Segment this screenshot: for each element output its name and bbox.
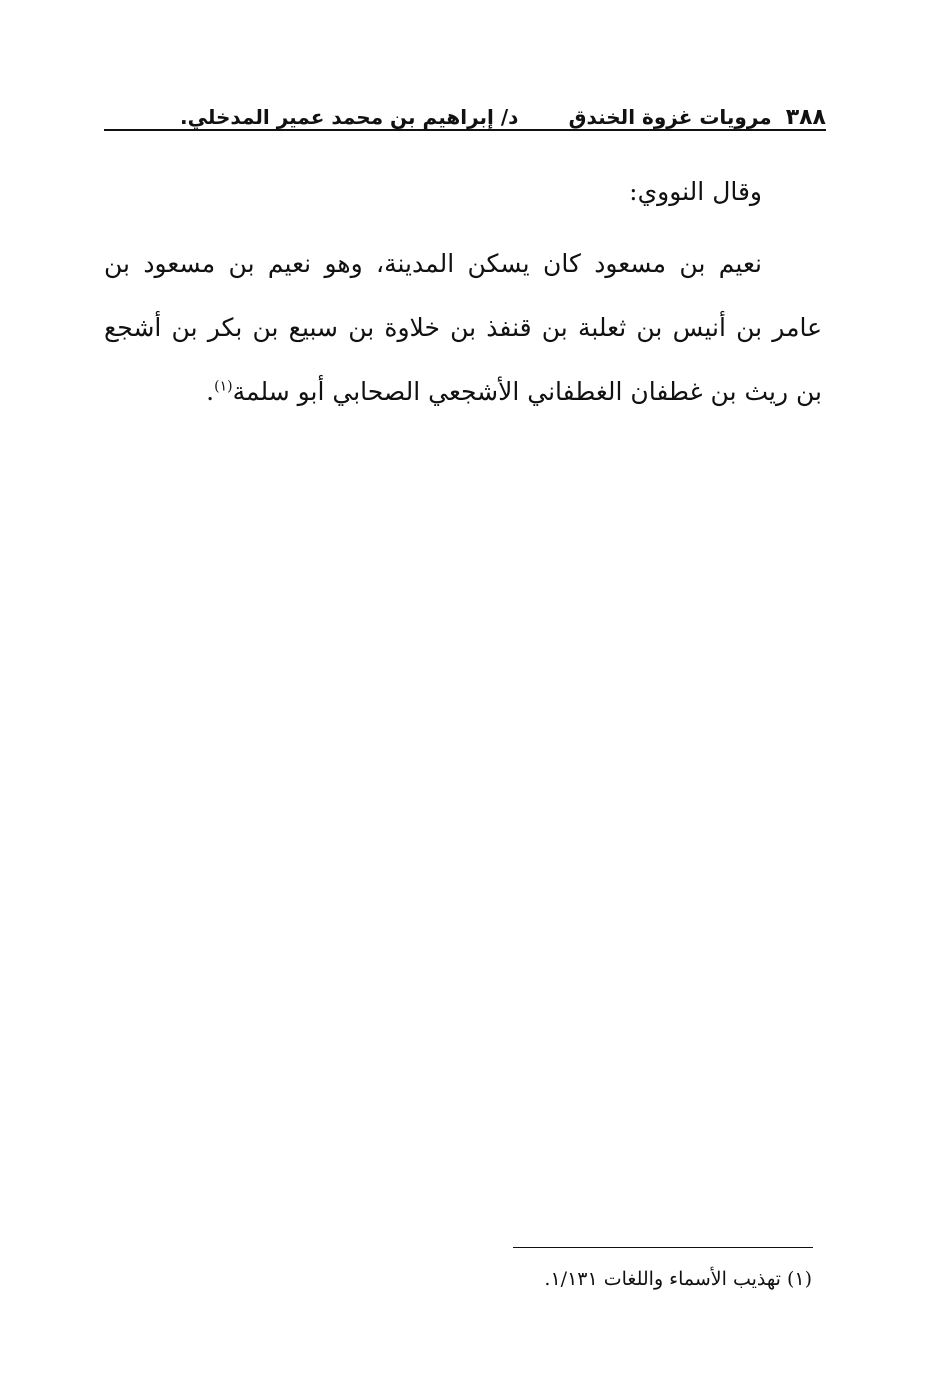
book-title: مرويات غزوة الخندق <box>568 105 772 129</box>
main-paragraph-text: نعيم بن مسعود كان يسكن المدينة، وهو نعيم بن مسعود بن عامر بن أنيس بن ثعلبة بن قنفذ بن خلاوة بن سبيع بن بكر بن أشجع بن ريث بن غطفان الغطفاني الأشجعي الصحابي أبو سلمة <box>104 249 822 406</box>
body-text <box>104 160 822 424</box>
intro-line: وقال النووي: <box>629 177 762 206</box>
footnote-reference: (١) <box>214 378 233 395</box>
page-number: ٣٨٨ <box>785 105 826 130</box>
main-paragraph <box>104 224 822 424</box>
end-punctuation: . <box>206 377 215 406</box>
header-divider <box>104 129 826 131</box>
footnote: (١) تهذيب الأسماء واللغات ١/١٣١. <box>544 1268 812 1290</box>
footnote-divider <box>513 1247 813 1248</box>
author-name: د/ إبراهيم بن محمد عمير المدخلي. <box>180 105 519 129</box>
